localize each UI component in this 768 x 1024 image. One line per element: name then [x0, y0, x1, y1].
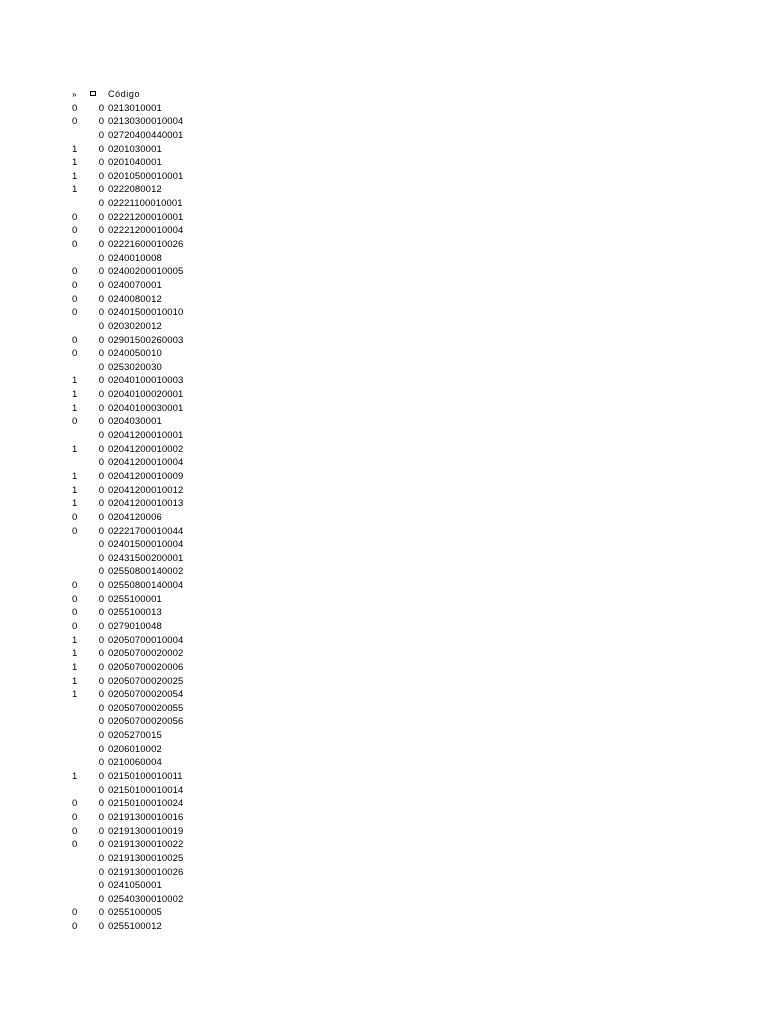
row-code-cell: 0240070001	[108, 279, 162, 291]
table-row	[0, 374, 300, 388]
box-icon	[90, 88, 102, 102]
row-flag-cell: 1	[72, 443, 78, 455]
row-code-cell: 02041200010001	[108, 430, 184, 442]
row-flag-cell: 0	[72, 921, 78, 933]
row-code-cell: 0253020030	[108, 361, 162, 373]
row-zero-cell: 0	[98, 307, 104, 319]
row-code-cell: 02050700020054	[108, 689, 184, 701]
row-flag-cell: 0	[72, 266, 78, 278]
table-row	[0, 143, 300, 157]
table-row	[0, 388, 300, 402]
row-code-cell: 0240010008	[108, 252, 162, 264]
row-code-cell: 02050700020055	[108, 702, 184, 714]
row-zero-cell: 0	[98, 907, 104, 919]
row-code-cell: 02191300010022	[108, 839, 184, 851]
row-flag-cell: 0	[72, 293, 78, 305]
row-flag-cell: 1	[72, 402, 78, 414]
table-row	[0, 183, 300, 197]
row-flag-cell: 1	[72, 689, 78, 701]
table-row	[0, 470, 300, 484]
row-code-cell: 02010500010001	[108, 170, 184, 182]
row-zero-cell: 0	[98, 852, 104, 864]
row-code-cell: 0255100013	[108, 607, 162, 619]
row-zero-cell: 0	[98, 484, 104, 496]
row-flag-cell: 1	[72, 484, 78, 496]
row-code-cell: 02550800140004	[108, 580, 184, 592]
row-zero-cell: 0	[98, 866, 104, 878]
row-code-cell: 02401500010010	[108, 307, 184, 319]
row-zero-cell: 0	[98, 375, 104, 387]
row-flag-cell: 0	[72, 279, 78, 291]
row-code-cell: 0201040001	[108, 157, 162, 169]
row-code-cell: 02150100010024	[108, 798, 184, 810]
row-code-cell: 02191300010019	[108, 825, 184, 837]
row-zero-cell: 0	[98, 279, 104, 291]
row-zero-cell: 0	[98, 389, 104, 401]
row-zero-cell: 0	[98, 757, 104, 769]
table-row	[0, 525, 300, 539]
row-flag-cell: 0	[72, 525, 78, 537]
table-row	[0, 784, 300, 798]
row-zero-cell: 0	[98, 225, 104, 237]
table-row	[0, 538, 300, 552]
row-zero-cell: 0	[98, 252, 104, 264]
row-code-cell: 0201030001	[108, 143, 162, 155]
table-row	[0, 443, 300, 457]
row-zero-cell: 0	[98, 198, 104, 210]
table-row	[0, 797, 300, 811]
table-row	[0, 415, 300, 429]
row-zero-cell: 0	[98, 593, 104, 605]
row-code-cell: 02041200010009	[108, 470, 184, 482]
row-zero-cell: 0	[98, 811, 104, 823]
table-row	[0, 224, 300, 238]
row-code-cell: 0255100005	[108, 907, 162, 919]
row-flag-cell: 0	[72, 825, 78, 837]
row-code-cell: 0206010002	[108, 743, 162, 755]
row-flag-cell: 0	[72, 593, 78, 605]
table-row	[0, 920, 300, 934]
row-code-cell: 02191300010026	[108, 866, 184, 878]
row-zero-cell: 0	[98, 730, 104, 742]
row-zero-cell: 0	[98, 116, 104, 128]
row-flag-cell: 0	[72, 811, 78, 823]
row-zero-cell: 0	[98, 784, 104, 796]
table-row	[0, 811, 300, 825]
row-flag-cell: 0	[72, 116, 78, 128]
row-code-cell: 0241050001	[108, 880, 162, 892]
table-row	[0, 866, 300, 880]
table-row	[0, 552, 300, 566]
table-row	[0, 293, 300, 307]
row-zero-cell: 0	[98, 266, 104, 278]
row-flag-cell: 0	[72, 798, 78, 810]
row-zero-cell: 0	[98, 320, 104, 332]
row-zero-cell: 0	[98, 771, 104, 783]
table-row	[0, 156, 300, 170]
row-flag-cell: 0	[72, 307, 78, 319]
table-row	[0, 197, 300, 211]
row-zero-cell: 0	[98, 525, 104, 537]
row-flag-cell: 0	[72, 839, 78, 851]
row-code-cell: 0203020012	[108, 320, 162, 332]
code-listing-table	[0, 88, 300, 934]
row-zero-cell: 0	[98, 880, 104, 892]
table-row	[0, 906, 300, 920]
table-row	[0, 729, 300, 743]
row-zero-cell: 0	[98, 839, 104, 851]
table-row	[0, 620, 300, 634]
row-zero-cell: 0	[98, 620, 104, 632]
row-code-cell: 02050700010004	[108, 634, 184, 646]
row-code-cell: 02041200010004	[108, 457, 184, 469]
table-row	[0, 688, 300, 702]
table-row	[0, 825, 300, 839]
table-row	[0, 497, 300, 511]
row-code-cell: 0204120006	[108, 511, 162, 523]
table-row	[0, 702, 300, 716]
row-flag-cell: 0	[72, 348, 78, 360]
row-code-cell: 02050700020006	[108, 661, 184, 673]
row-zero-cell: 0	[98, 348, 104, 360]
row-zero-cell: 0	[98, 702, 104, 714]
table-row	[0, 102, 300, 116]
row-flag-cell: 1	[72, 375, 78, 387]
row-code-cell: 0240050010	[108, 348, 162, 360]
row-flag-cell: 0	[72, 334, 78, 346]
table-row	[0, 484, 300, 498]
table-row	[0, 265, 300, 279]
table-row	[0, 565, 300, 579]
table-row	[0, 675, 300, 689]
table-row	[0, 661, 300, 675]
row-flag-cell: 0	[72, 225, 78, 237]
row-zero-cell: 0	[98, 511, 104, 523]
row-zero-cell: 0	[98, 157, 104, 169]
row-zero-cell: 0	[98, 143, 104, 155]
row-code-cell: 02550800140002	[108, 566, 184, 578]
row-code-cell: 02540300010002	[108, 893, 184, 905]
row-flag-cell: 1	[72, 634, 78, 646]
table-row	[0, 347, 300, 361]
row-zero-cell: 0	[98, 661, 104, 673]
row-code-cell: 0255100012	[108, 921, 162, 933]
row-flag-cell: 1	[72, 184, 78, 196]
table-header	[0, 88, 300, 102]
row-code-cell: 02050700020002	[108, 648, 184, 660]
row-zero-cell: 0	[98, 648, 104, 660]
table-row	[0, 129, 300, 143]
table-row	[0, 361, 300, 375]
table-row	[0, 211, 300, 225]
row-zero-cell: 0	[98, 361, 104, 373]
row-flag-cell: 1	[72, 157, 78, 169]
row-zero-cell: 0	[98, 539, 104, 551]
row-zero-cell: 0	[98, 457, 104, 469]
row-code-cell: 02221200010001	[108, 211, 184, 223]
row-code-cell: 02041200010002	[108, 443, 184, 455]
table-row	[0, 456, 300, 470]
row-zero-cell: 0	[98, 552, 104, 564]
row-code-cell: 02040100010003	[108, 375, 184, 387]
row-code-cell: 02221600010026	[108, 239, 184, 251]
row-zero-cell: 0	[98, 293, 104, 305]
row-flag-cell: 0	[72, 511, 78, 523]
row-code-cell: 0210060004	[108, 757, 162, 769]
row-zero-cell: 0	[98, 470, 104, 482]
row-code-cell: 0213010001	[108, 102, 162, 114]
row-flag-cell: 0	[72, 620, 78, 632]
row-zero-cell: 0	[98, 566, 104, 578]
table-row	[0, 279, 300, 293]
row-code-cell: 02400200010005	[108, 266, 184, 278]
row-code-cell: 02150100010011	[108, 771, 183, 783]
row-flag-cell: 1	[72, 498, 78, 510]
table-row	[0, 743, 300, 757]
table-row	[0, 334, 300, 348]
row-code-cell: 02401500010004	[108, 539, 184, 551]
row-flag-cell: 1	[72, 661, 78, 673]
row-code-cell: 02191300010025	[108, 852, 184, 864]
row-code-cell: 0279010048	[108, 620, 162, 632]
row-flag-cell: 0	[72, 239, 78, 251]
row-zero-cell: 0	[98, 675, 104, 687]
table-row	[0, 647, 300, 661]
row-code-cell: 02050700020025	[108, 675, 184, 687]
table-row	[0, 606, 300, 620]
row-code-cell: 02221700010044	[108, 525, 184, 537]
row-zero-cell: 0	[98, 443, 104, 455]
row-flag-cell: 1	[72, 648, 78, 660]
row-zero-cell: 0	[98, 239, 104, 251]
row-flag-cell: 1	[72, 771, 78, 783]
row-code-cell: 02040100030001	[108, 402, 184, 414]
row-zero-cell: 0	[98, 102, 104, 114]
row-flag-cell: 0	[72, 580, 78, 592]
table-row	[0, 238, 300, 252]
row-zero-cell: 0	[98, 211, 104, 223]
row-zero-cell: 0	[98, 416, 104, 428]
row-zero-cell: 0	[98, 607, 104, 619]
table-row	[0, 756, 300, 770]
row-zero-cell: 0	[98, 402, 104, 414]
row-zero-cell: 0	[98, 825, 104, 837]
table-row	[0, 115, 300, 129]
row-code-cell: 02191300010016	[108, 811, 184, 823]
table-row	[0, 893, 300, 907]
table-row	[0, 511, 300, 525]
row-zero-cell: 0	[98, 129, 104, 141]
row-flag-cell: 0	[72, 607, 78, 619]
table-row	[0, 252, 300, 266]
row-zero-cell: 0	[98, 430, 104, 442]
row-flag-cell: 1	[72, 143, 78, 155]
table-row	[0, 593, 300, 607]
row-code-cell: 02150100010014	[108, 784, 184, 796]
row-code-cell: 02040100020001	[108, 389, 184, 401]
row-code-cell: 02130300010004	[108, 116, 184, 128]
table-row	[0, 879, 300, 893]
table-row	[0, 429, 300, 443]
row-zero-cell: 0	[98, 743, 104, 755]
row-zero-cell: 0	[98, 634, 104, 646]
row-flag-cell: 1	[72, 389, 78, 401]
table-row	[0, 852, 300, 866]
row-code-cell: 02041200010012	[108, 484, 184, 496]
row-zero-cell: 0	[98, 893, 104, 905]
table-row	[0, 715, 300, 729]
table-row	[0, 579, 300, 593]
row-code-cell: 02221200010004	[108, 225, 184, 237]
row-flag-cell: 0	[72, 102, 78, 114]
row-flag-cell: 0	[72, 416, 78, 428]
row-code-cell: 0255100001	[108, 593, 162, 605]
row-code-cell: 0205270015	[108, 730, 162, 742]
row-flag-cell: 0	[72, 211, 78, 223]
table-row	[0, 634, 300, 648]
table-row	[0, 770, 300, 784]
table-row	[0, 838, 300, 852]
table-row	[0, 170, 300, 184]
row-code-cell: 02431500200001	[108, 552, 184, 564]
header-col1-symbol: »	[72, 90, 77, 99]
row-code-cell: 0204030001	[108, 416, 162, 428]
row-code-cell: 02720400440001	[108, 129, 184, 141]
row-code-cell: 02901500260003	[108, 334, 184, 346]
row-flag-cell: 1	[72, 170, 78, 182]
row-flag-cell: 0	[72, 907, 78, 919]
row-code-cell: 0222080012	[108, 184, 162, 196]
row-zero-cell: 0	[98, 170, 104, 182]
row-code-cell: 0240080012	[108, 293, 162, 305]
table-row	[0, 306, 300, 320]
row-code-cell: 02041200010013	[108, 498, 184, 510]
header-codigo-label: Código	[108, 89, 141, 99]
row-flag-cell: 1	[72, 675, 78, 687]
table-row	[0, 320, 300, 334]
table-body	[0, 102, 300, 934]
row-zero-cell: 0	[98, 798, 104, 810]
row-zero-cell: 0	[98, 498, 104, 510]
row-code-cell: 02221100010001	[108, 198, 183, 210]
row-flag-cell: 1	[72, 470, 78, 482]
row-zero-cell: 0	[98, 580, 104, 592]
row-zero-cell: 0	[98, 184, 104, 196]
row-zero-cell: 0	[98, 334, 104, 346]
row-zero-cell: 0	[98, 716, 104, 728]
table-row	[0, 402, 300, 416]
row-zero-cell: 0	[98, 921, 104, 933]
row-zero-cell: 0	[98, 689, 104, 701]
row-code-cell: 02050700020056	[108, 716, 184, 728]
